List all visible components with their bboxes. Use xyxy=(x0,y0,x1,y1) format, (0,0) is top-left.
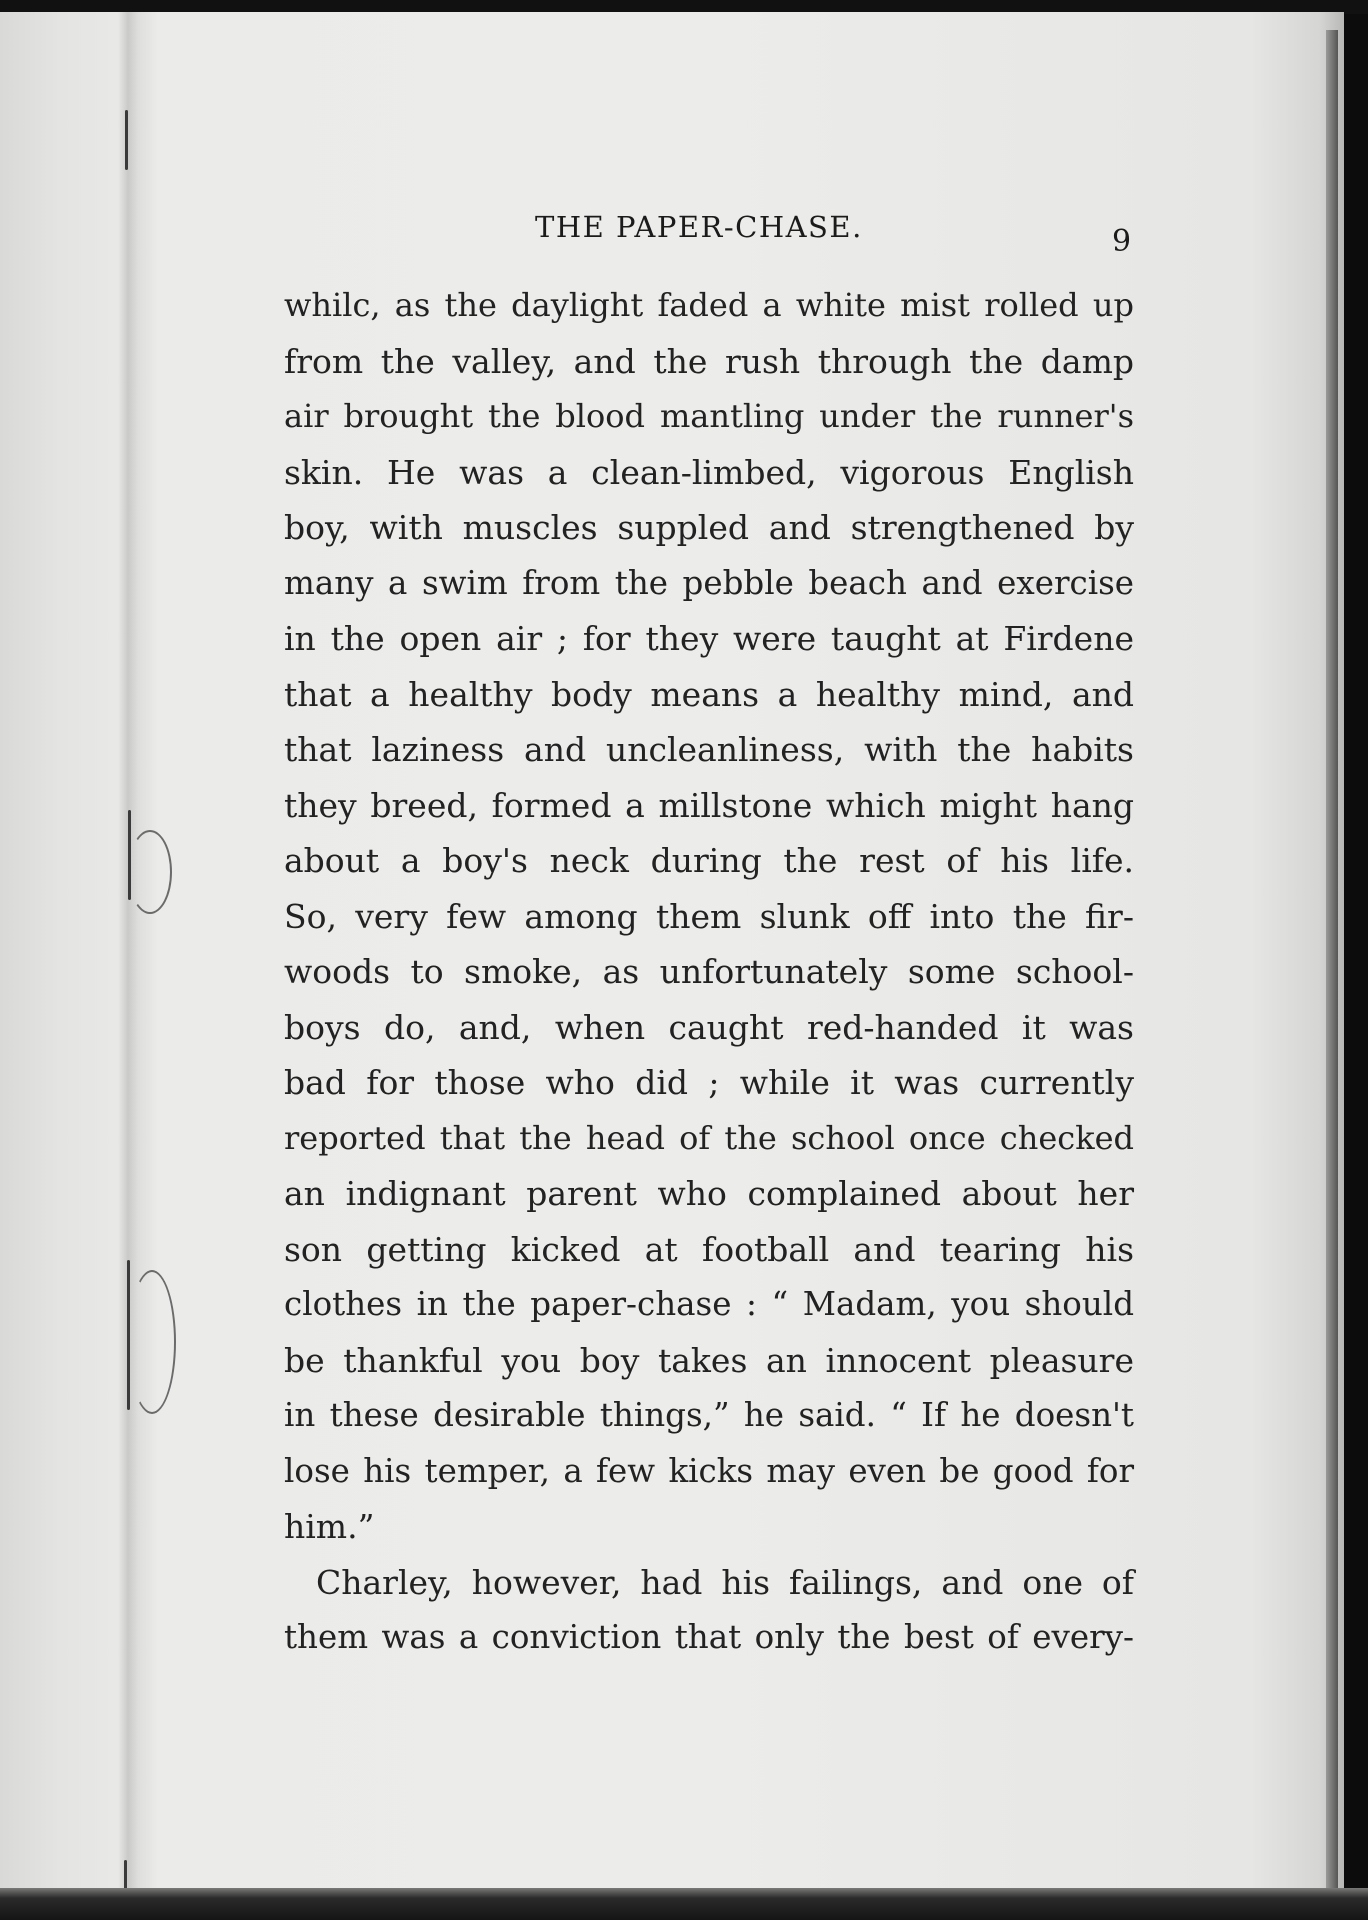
text-line: about a boy's neck during the rest of his life. xyxy=(284,841,1134,880)
text-line: boys do, and, when caught red-handed it was xyxy=(284,1007,1134,1047)
page-number: 9 xyxy=(1112,224,1132,259)
binding-thread xyxy=(124,1860,127,1890)
thread-loop xyxy=(128,1270,176,1414)
text-line: in these desirable things,” he said. “ If he doesn't xyxy=(284,1396,1134,1434)
scan-bottom-border xyxy=(0,1888,1368,1920)
text-line: them was a conviction that only the best of every- xyxy=(284,1618,1134,1656)
text-line: him.” xyxy=(284,1507,375,1546)
text-line: woods to smoke, as unfortunately some school- xyxy=(284,952,1134,991)
text-line: Charley, however, had his failings, and one of xyxy=(316,1562,1134,1602)
thread-loop xyxy=(128,830,172,914)
binding-thread xyxy=(125,110,128,170)
text-line: clothes in the paper-chase : “ Madam, you should xyxy=(284,1285,1134,1323)
page-right-edge xyxy=(1326,30,1338,1890)
text-line: boy, with muscles suppled and strengthened by xyxy=(284,508,1134,547)
text-line: that laziness and uncleanliness, with the habits xyxy=(284,730,1134,769)
binding-gutter xyxy=(118,12,158,1892)
text-line: whilc, as the daylight faded a white mist rolled up xyxy=(284,286,1134,324)
text-line: in the open air ; for they were taught at Firdene xyxy=(284,619,1134,658)
text-line: son getting kicked at football and tearing his xyxy=(284,1229,1134,1269)
text-line: that a healthy body means a healthy mind, and xyxy=(284,674,1134,714)
text-line: an indignant parent who complained about her xyxy=(284,1174,1134,1213)
paragraph-2 xyxy=(284,1555,1134,1666)
text-line: be thankful you boy takes an innocent pleasure xyxy=(284,1340,1134,1380)
text-line: they breed, formed a millstone which might hang xyxy=(284,785,1134,825)
text-line: So, very few among them slunk off into the fir- xyxy=(284,896,1134,936)
text-line: many a swim from the pebble beach and exercise xyxy=(284,563,1134,602)
text-line: lose his temper, a few kicks may even be good for xyxy=(284,1451,1134,1490)
text-line: skin. He was a clean-limbed, vigorous English xyxy=(284,452,1134,492)
text-line: air brought the blood mantling under the runner's xyxy=(284,397,1134,435)
text-line: reported that the head of the school once checked xyxy=(284,1118,1134,1157)
text-line: bad for those who did ; while it was currently xyxy=(284,1063,1134,1102)
running-header: THE PAPER-CHASE. xyxy=(535,210,863,244)
body-text xyxy=(284,278,1134,1666)
text-line: from the valley, and the rush through the damp xyxy=(284,341,1134,381)
paragraph-1 xyxy=(284,278,1134,1555)
